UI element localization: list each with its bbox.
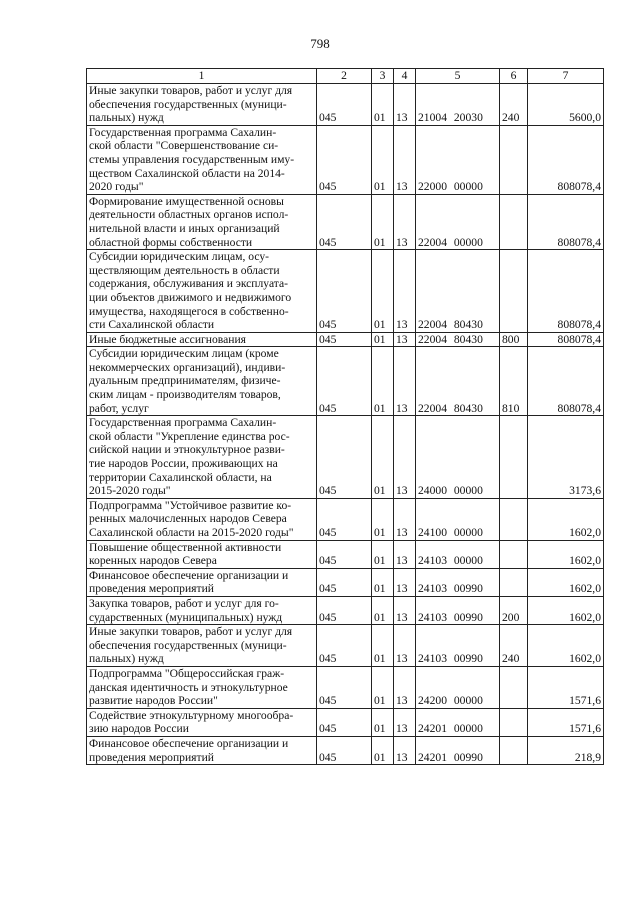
subsection-code-cell: 13 — [394, 666, 416, 708]
subsection-code-cell: 13 — [394, 125, 416, 194]
amount-cell: 808078,4 — [528, 347, 604, 416]
column-header: 3 — [372, 69, 394, 84]
table-row — [87, 194, 604, 249]
chapter-code-cell: 045 — [317, 84, 372, 126]
subsection-code-cell: 13 — [394, 568, 416, 596]
column-header: 4 — [394, 69, 416, 84]
amount-cell: 1571,6 — [528, 708, 604, 736]
row-name-cell — [87, 194, 317, 249]
table-row — [87, 416, 604, 499]
row-name-line: дуальным предпринимателям, физиче- — [89, 374, 281, 388]
row-name-line: Повышение общественной активности — [89, 540, 282, 554]
row-name-line: ществом Сахалинской области на 2014- — [89, 166, 285, 180]
amount-cell: 808078,4 — [528, 332, 604, 347]
row-name-line: Субсидии юридическим лицам (кроме — [89, 347, 279, 361]
chapter-code-cell: 045 — [317, 416, 372, 499]
table-row — [87, 625, 604, 667]
subsection-code-cell: 13 — [394, 347, 416, 416]
row-name-line: пальных) нужд — [89, 111, 164, 125]
row-name-line: Государственная программа Сахалин- — [89, 125, 277, 139]
expense-type-cell: 810 — [500, 347, 528, 416]
chapter-code-cell: 045 — [317, 250, 372, 333]
row-name-cell — [87, 498, 317, 540]
row-name-line: 2015-2020 годы" — [89, 484, 171, 498]
target-article-cell: 24100 00000 — [416, 498, 500, 540]
row-name-line: Сахалинской области на 2015-2020 годы" — [89, 526, 294, 539]
row-name-line: Государственная программа Сахалин- — [89, 416, 277, 430]
chapter-code-cell: 045 — [317, 125, 372, 194]
expense-type-cell — [500, 498, 528, 540]
table-row — [87, 666, 604, 708]
page-number: 798 — [310, 36, 330, 51]
row-name-line: Субсидии юридическим лицам, осу- — [89, 250, 270, 264]
row-name-line: территории Сахалинской области, на — [89, 470, 272, 484]
column-header: 5 — [416, 69, 500, 84]
chapter-code-cell: 045 — [317, 332, 372, 347]
table-row — [87, 596, 604, 624]
amount-cell: 1571,6 — [528, 666, 604, 708]
subsection-code-cell: 13 — [394, 416, 416, 499]
chapter-code-cell: 045 — [317, 625, 372, 667]
target-article-cell: 24103 00990 — [416, 596, 500, 624]
section-code-cell: 01 — [372, 416, 394, 499]
expense-type-cell: 200 — [500, 596, 528, 624]
expense-type-cell — [500, 194, 528, 249]
row-name-cell — [87, 125, 317, 194]
row-name-line: Финансовое обеспечение организации и — [89, 736, 289, 750]
row-name-cell — [87, 708, 317, 736]
target-article-cell: 24201 00990 — [416, 736, 500, 764]
row-name-cell — [87, 736, 317, 764]
subsection-code-cell: 13 — [394, 708, 416, 736]
expense-type-cell: 240 — [500, 84, 528, 126]
expense-type-cell — [500, 708, 528, 736]
section-code-cell: 01 — [372, 250, 394, 333]
row-name-line: данская идентичность и этнокультурное — [89, 680, 288, 694]
table-row — [87, 125, 604, 194]
chapter-code-cell: 045 — [317, 666, 372, 708]
table-row — [87, 250, 604, 333]
expense-type-cell — [500, 416, 528, 499]
subsection-code-cell: 13 — [394, 736, 416, 764]
section-code-cell: 01 — [372, 332, 394, 347]
row-name-line: содержания, обслуживания и эксплуата- — [89, 277, 289, 291]
row-name-line: сийской нации и этнокультурное разви- — [89, 443, 285, 457]
subsection-code-cell: 13 — [394, 194, 416, 249]
table-row — [87, 708, 604, 736]
chapter-code-cell: 045 — [317, 347, 372, 416]
amount-cell: 1602,0 — [528, 596, 604, 624]
chapter-code-cell: 045 — [317, 736, 372, 764]
section-code-cell: 01 — [372, 84, 394, 126]
row-name-line: пальных) нужд — [89, 652, 164, 666]
section-code-cell: 01 — [372, 708, 394, 736]
target-article-cell: 22004 80430 — [416, 347, 500, 416]
row-name-cell — [87, 540, 317, 568]
row-name-line: проведения мероприятий — [89, 582, 214, 596]
table-row — [87, 332, 604, 347]
row-name-line: областной формы собственности — [89, 235, 253, 249]
row-name-line: коренных народов Севера — [89, 554, 217, 568]
row-name-cell — [87, 250, 317, 333]
target-article-cell: 21004 20030 — [416, 84, 500, 126]
target-article-cell: 24201 00000 — [416, 708, 500, 736]
chapter-code-cell: 045 — [317, 708, 372, 736]
row-name-cell — [87, 568, 317, 596]
chapter-code-cell: 045 — [317, 596, 372, 624]
row-name-line: Финансовое обеспечение организации и — [89, 568, 289, 582]
table-row — [87, 84, 604, 126]
target-article-cell: 24103 00990 — [416, 568, 500, 596]
row-name-cell — [87, 625, 317, 667]
subsection-code-cell: 13 — [394, 540, 416, 568]
section-code-cell: 01 — [372, 568, 394, 596]
row-name-line: сти Сахалинской области — [89, 318, 215, 332]
target-article-cell: 22004 80430 — [416, 332, 500, 347]
row-name-line: 2020 годы" — [89, 180, 144, 194]
amount-cell: 808078,4 — [528, 125, 604, 194]
table-row — [87, 347, 604, 416]
row-name-cell — [87, 596, 317, 624]
amount-cell: 808078,4 — [528, 194, 604, 249]
chapter-code-cell: 045 — [317, 194, 372, 249]
row-name-line: Иные закупки товаров, работ и услуг для — [89, 625, 293, 639]
row-name-line: развитие народов России" — [89, 694, 218, 708]
row-name-line: обеспечения государственных (муници- — [89, 97, 287, 111]
table-row — [87, 568, 604, 596]
subsection-code-cell: 13 — [394, 596, 416, 624]
target-article-cell: 22004 00000 — [416, 194, 500, 249]
row-name-line: обеспечения государственных (муници- — [89, 638, 287, 652]
row-name-line: Иные бюджетные ассигнования — [89, 332, 246, 346]
table-row — [87, 736, 604, 764]
target-article-cell: 24103 00990 — [416, 625, 500, 667]
target-article-cell: 24103 00000 — [416, 540, 500, 568]
chapter-code-cell: 045 — [317, 540, 372, 568]
expense-type-cell: 240 — [500, 625, 528, 667]
row-name-line: зию народов России — [89, 722, 189, 736]
amount-cell: 808078,4 — [528, 250, 604, 333]
row-name-line: деятельности областных органов испол- — [89, 208, 289, 222]
row-name-line: ществляющим деятельность в области — [89, 263, 280, 277]
row-name-line: ским лицам - производителям товаров, — [89, 388, 281, 402]
row-name-cell — [87, 332, 317, 347]
expense-type-cell — [500, 540, 528, 568]
table-row — [87, 540, 604, 568]
expense-type-cell — [500, 568, 528, 596]
target-article-cell: 22000 00000 — [416, 125, 500, 194]
amount-cell: 5600,0 — [528, 84, 604, 126]
column-header: 7 — [528, 69, 604, 84]
target-article-cell: 24000 00000 — [416, 416, 500, 499]
expense-type-cell — [500, 125, 528, 194]
section-code-cell: 01 — [372, 498, 394, 540]
column-header: 6 — [500, 69, 528, 84]
amount-cell: 3173,6 — [528, 416, 604, 499]
table-row — [87, 498, 604, 540]
header-row — [87, 69, 604, 84]
section-code-cell: 01 — [372, 194, 394, 249]
subsection-code-cell: 13 — [394, 332, 416, 347]
amount-cell: 1602,0 — [528, 498, 604, 540]
budget-table — [86, 68, 604, 765]
row-name-line: Подпрограмма "Устойчивое развитие ко- — [89, 498, 292, 512]
section-code-cell: 01 — [372, 540, 394, 568]
amount-cell: 218,9 — [528, 736, 604, 764]
section-code-cell: 01 — [372, 736, 394, 764]
section-code-cell: 01 — [372, 596, 394, 624]
row-name-line: сударственных (муниципальных) нужд — [89, 610, 283, 624]
row-name-line: работ, услуг — [89, 401, 149, 415]
row-name-line: ренных малочисленных народов Севера — [89, 512, 287, 526]
row-name-cell — [87, 84, 317, 126]
column-header: 1 — [87, 69, 317, 84]
row-name-line: нительной власти и иных организаций — [89, 221, 280, 235]
subsection-code-cell: 13 — [394, 498, 416, 540]
row-name-line: Формирование имущественной основы — [89, 194, 284, 208]
row-name-cell — [87, 666, 317, 708]
row-name-cell — [87, 416, 317, 499]
subsection-code-cell: 13 — [394, 84, 416, 126]
subsection-code-cell: 13 — [394, 250, 416, 333]
amount-cell: 1602,0 — [528, 540, 604, 568]
row-name-line: тие народов России, проживающих на — [89, 457, 278, 471]
row-name-line: имущества, находящегося в собственно- — [89, 304, 289, 318]
expense-type-cell — [500, 736, 528, 764]
row-name-line: проведения мероприятий — [89, 750, 214, 764]
row-name-line: Подпрограмма "Общероссийская граж- — [89, 666, 285, 680]
target-article-cell: 22004 80430 — [416, 250, 500, 333]
row-name-line: ции объектов движимого и недвижимого — [89, 290, 292, 304]
row-name-line: Закупка товаров, работ и услуг для го- — [89, 596, 279, 610]
row-name-cell — [87, 347, 317, 416]
row-name-line: ской области "Совершенствование си- — [89, 139, 279, 153]
section-code-cell: 01 — [372, 625, 394, 667]
subsection-code-cell: 13 — [394, 625, 416, 667]
expense-type-cell — [500, 666, 528, 708]
row-name-line: некоммерческих организаций), индиви- — [89, 360, 286, 374]
expense-type-cell — [500, 250, 528, 333]
row-name-line: ской области "Укрепление единства рос- — [89, 429, 290, 443]
row-name-line: Иные закупки товаров, работ и услуг для — [89, 84, 293, 97]
section-code-cell: 01 — [372, 347, 394, 416]
chapter-code-cell: 045 — [317, 498, 372, 540]
row-name-line: стемы управления государственным иму- — [89, 152, 295, 166]
expense-type-cell: 800 — [500, 332, 528, 347]
row-name-line: Содействие этнокультурному многообра- — [89, 708, 294, 722]
target-article-cell: 24200 00000 — [416, 666, 500, 708]
section-code-cell: 01 — [372, 666, 394, 708]
column-header: 2 — [317, 69, 372, 84]
chapter-code-cell: 045 — [317, 568, 372, 596]
amount-cell: 1602,0 — [528, 625, 604, 667]
amount-cell: 1602,0 — [528, 568, 604, 596]
section-code-cell: 01 — [372, 125, 394, 194]
